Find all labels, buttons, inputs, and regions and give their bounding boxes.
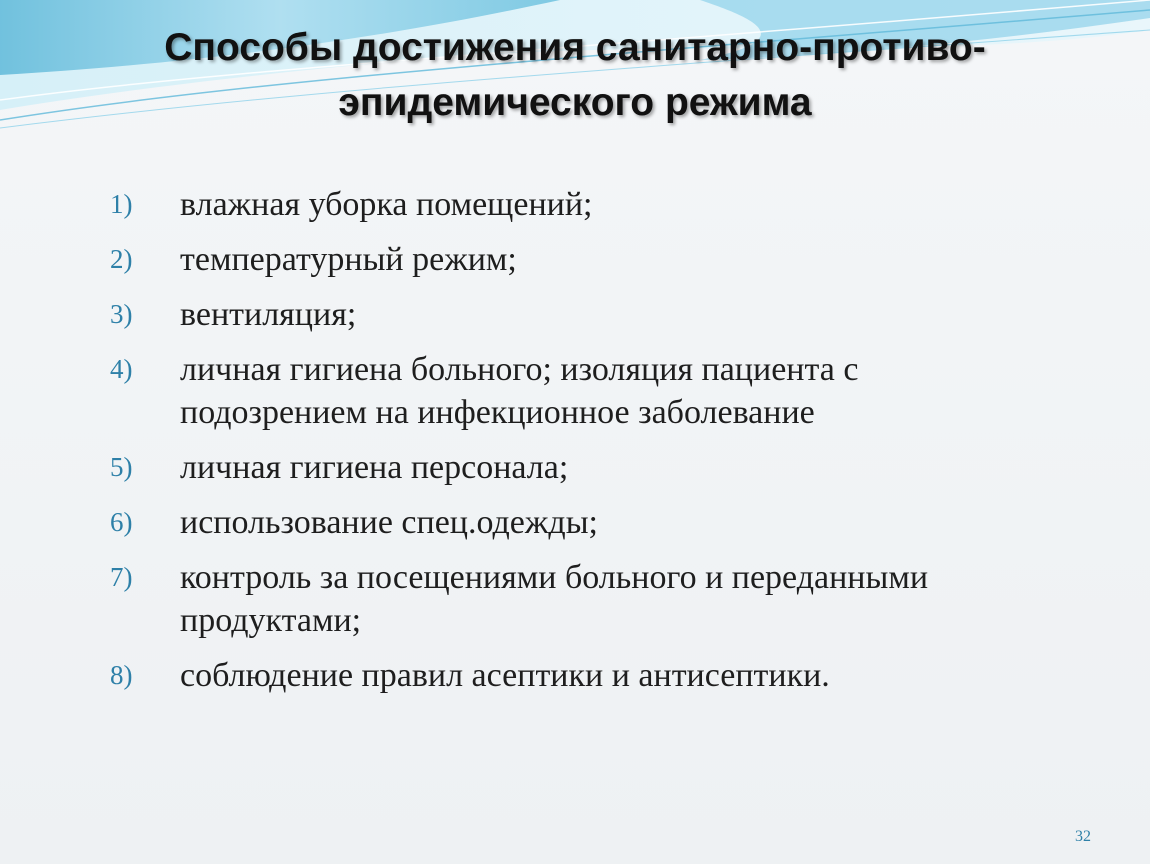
list-item-text: соблюдение правил асептики и антисептики. — [180, 657, 830, 694]
list-item-text: вентиляция; — [180, 296, 357, 333]
list-item-number: 7) — [110, 562, 133, 592]
list-item — [110, 446, 1010, 489]
list-item-number: 8) — [110, 660, 133, 690]
list-item-text: личная гигиена персонала; — [180, 449, 569, 486]
list-item-number: 5) — [110, 452, 133, 482]
list-item — [110, 556, 1010, 642]
list-item-text: личная гигиена больного; изоляция пациента с подозрением на инфекционное заболевание — [180, 351, 859, 431]
list-item — [110, 348, 1010, 434]
list-item-number: 3) — [110, 299, 133, 329]
slide-title — [0, 20, 1150, 130]
list-item-number: 4) — [110, 354, 133, 384]
list-item-text: использование спец.одежды; — [180, 504, 598, 541]
list-item — [110, 238, 1010, 281]
list-item-text: контроль за посещениями больного и переданными продуктами; — [180, 559, 929, 639]
slide-title-line-1: Способы достижения санитарно-противо- — [164, 26, 986, 69]
list-item-number: 2) — [110, 244, 133, 274]
list-item — [110, 654, 1010, 697]
list-item-number: 1) — [110, 189, 133, 219]
list-item — [110, 501, 1010, 544]
slide-title-line-2: эпидемического режима — [338, 81, 812, 124]
list-item — [110, 183, 1010, 226]
list-item-text: температурный режим; — [180, 241, 517, 278]
list-item-text: влажная уборка помещений; — [180, 186, 593, 223]
measures-list — [110, 183, 1010, 709]
page-number: 32 — [1075, 828, 1091, 845]
list-item — [110, 293, 1010, 336]
list-item-number: 6) — [110, 507, 133, 537]
